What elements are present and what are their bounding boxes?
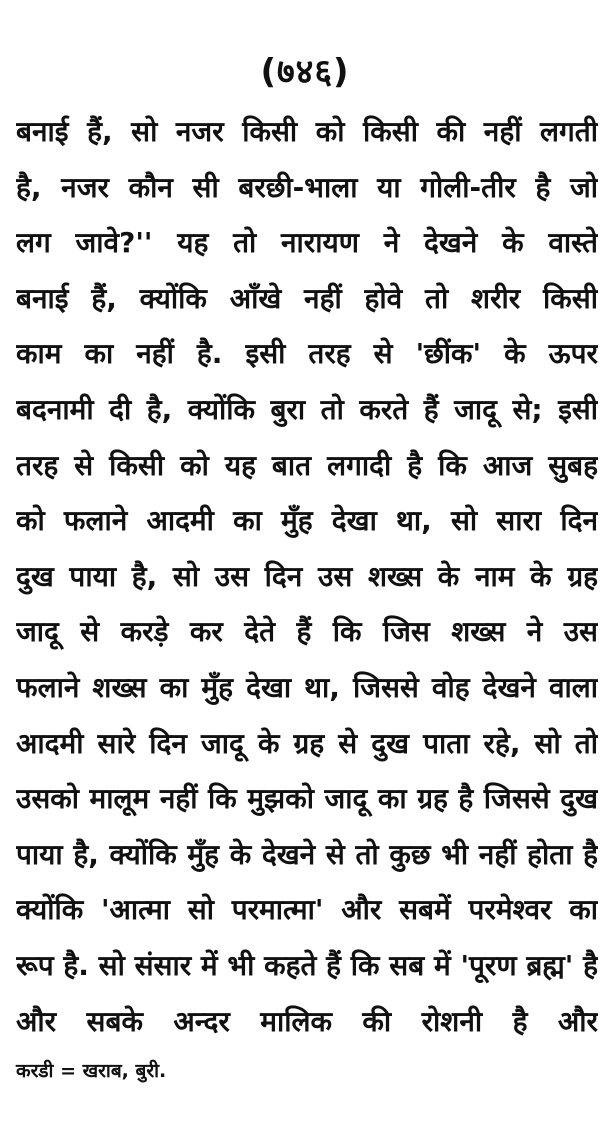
- text-line: और सबके अन्दर मालिक की रोशनी है और: [16, 1004, 598, 1038]
- text-line: लग जावे?'' यह तो नारायण ने देखने के वास्ते: [16, 226, 598, 260]
- text-line: बदनामी दी है, क्योंकि बुरा तो करते हैं जादू से; इसी: [16, 392, 598, 426]
- text-line: उसको मालूम नहीं कि मुझको जादू का ग्रह है जिससे दुख: [16, 782, 598, 816]
- text-line: जादू से करड़े कर देते हैं कि जिस शख्स ने उस: [16, 615, 598, 649]
- text-line: को फलाने आदमी का मुँह देखा था, सो सारा दिन: [16, 504, 598, 538]
- text-line: फलाने शख्स का मुँह देखा था, जिससे वोह देखने वाला: [16, 670, 598, 704]
- text-line: दुख पाया है, सो उस दिन उस शख्स के नाम के ग्रह: [16, 559, 598, 593]
- text-line: बनाई हैं, सो नजर किसी को किसी की नहीं लगती: [16, 115, 598, 148]
- text-line: तरह से किसी को यह बात लगादी है कि आज सुबह: [16, 448, 598, 482]
- text-line: पाया है, क्योंकि मुँह के देखने से तो कुछ भी नहीं होता है: [16, 837, 598, 871]
- footnote: करडी = खराब, बुरी.: [16, 1060, 167, 1082]
- text-line: आदमी सारे दिन जादू के ग्रह से दुख पाता रहे, सो तो: [16, 726, 598, 760]
- text-line: है, नजर कौन सी बरछी-भाला या गोली-तीर है जो: [16, 170, 598, 204]
- page-number: (७४६): [260, 52, 350, 92]
- body-text: [16, 104, 598, 1049]
- text-line: बनाई हैं, क्योंकि आँखे नहीं होवे तो शरीर किसी: [16, 281, 598, 315]
- text-line: क्योंकि 'आत्मा सो परमात्मा' और सबमें परमेश्वर का: [16, 893, 598, 927]
- text-line: रूप है. सो संसार में भी कहते हैं कि सब में 'पूरण ब्रह्म' है: [16, 948, 598, 982]
- text-line: काम का नहीं है. इसी तरह से 'छींक' के ऊपर: [16, 337, 598, 371]
